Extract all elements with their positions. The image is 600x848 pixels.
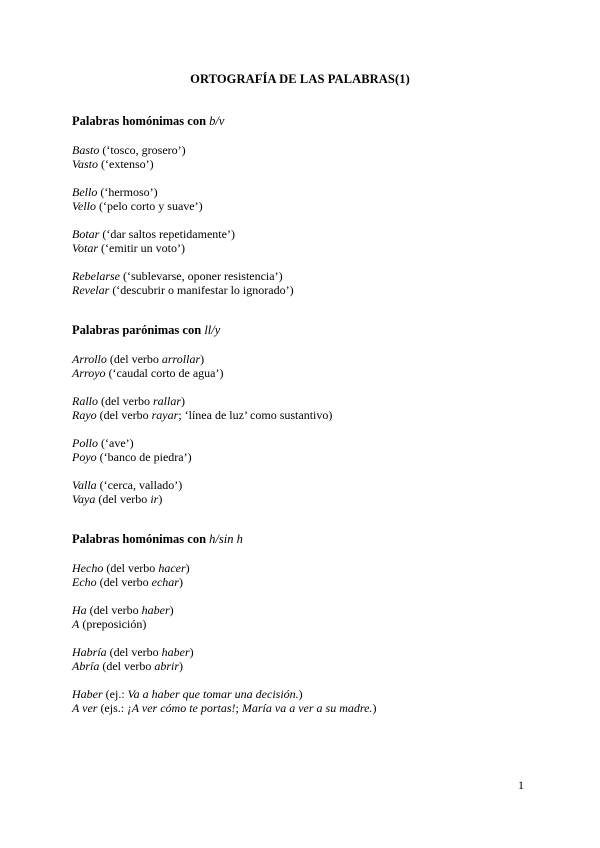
word-pair (72, 478, 542, 506)
word-pair (72, 269, 542, 297)
word-pair (72, 227, 542, 255)
section-spacer (72, 506, 542, 532)
entry-example: haber (141, 603, 170, 617)
entry-definition: ) (298, 687, 303, 701)
entry-definition: (‘ave’) (98, 436, 134, 450)
section-heading (72, 323, 542, 338)
entry-word: Vaya (72, 492, 96, 506)
word-entry (72, 561, 542, 575)
group-spacer (72, 422, 542, 436)
entry-example: ir (150, 492, 159, 506)
word-entry (72, 617, 542, 631)
entry-word: Rayo (72, 408, 97, 422)
section-heading (72, 532, 542, 547)
entry-example: haber (161, 645, 190, 659)
entry-example: María va a ver a su madre. (241, 701, 373, 715)
entry-definition: (‘banco de piedra’) (96, 450, 192, 464)
section-spacer (72, 297, 542, 323)
entry-definition: (‘cerca, vallado’) (96, 478, 183, 492)
word-pair (72, 185, 542, 213)
word-pair (72, 645, 542, 673)
section-heading-letters: h/sin h (209, 532, 243, 546)
entry-word: Haber (72, 687, 103, 701)
section-heading-letters: b/v (209, 114, 225, 128)
word-entry (72, 687, 542, 701)
entry-definition: (preposición) (79, 617, 147, 631)
word-entry (72, 143, 542, 157)
document-body (72, 114, 542, 715)
entry-definition: ) (158, 492, 163, 506)
section-heading-text: Palabras homónimas con (72, 114, 210, 128)
word-entry (72, 645, 542, 659)
section-heading-text: Palabras homónimas con (72, 532, 210, 546)
entry-word: Vello (72, 199, 96, 213)
word-entry (72, 199, 542, 213)
word-pair (72, 561, 542, 589)
entry-definition: ) (169, 603, 174, 617)
word-entry (72, 450, 542, 464)
entry-word: Basto (72, 143, 100, 157)
entry-word: Echo (72, 575, 97, 589)
entry-word: Vasto (72, 157, 99, 171)
entry-definition: (‘descubrir o manifestar lo ignorado’) (109, 283, 294, 297)
section-heading-text: Palabras parónimas con (72, 323, 205, 337)
word-pair (72, 436, 542, 464)
word-entry (72, 227, 542, 241)
word-entry (72, 394, 542, 408)
entry-word: Bello (72, 185, 98, 199)
entry-example: arrollar (161, 352, 201, 366)
entry-definition: (del verbo (95, 492, 151, 506)
entry-example: hacer (158, 561, 186, 575)
word-entry (72, 408, 542, 422)
entry-word: Hecho (72, 561, 104, 575)
word-pair (72, 352, 542, 380)
entry-definition: ) (189, 645, 194, 659)
heading-spacer (72, 129, 542, 143)
page-title: ORTOGRAFÍA DE LAS PALABRAS(1) (190, 72, 410, 86)
word-entry (72, 575, 542, 589)
word-entry (72, 659, 542, 673)
group-spacer (72, 380, 542, 394)
page-number: 1 (518, 778, 524, 792)
entry-word: Rallo (72, 394, 98, 408)
group-spacer (72, 631, 542, 645)
word-pair (72, 143, 542, 171)
section-heading-letters: ll/y (204, 323, 221, 337)
entry-word: Ha (72, 603, 87, 617)
entry-definition: (‘dar saltos repetidamente’) (99, 227, 235, 241)
entry-example: ¡A ver cómo te portas! (127, 701, 236, 715)
entry-definition: (del verbo (96, 575, 152, 589)
group-spacer (72, 213, 542, 227)
group-spacer (72, 673, 542, 687)
entry-word: Botar (72, 227, 100, 241)
entry-definition: (del verbo (103, 561, 159, 575)
word-entry (72, 269, 542, 283)
entry-definition: ) (179, 659, 184, 673)
entry-definition: (del verbo (86, 603, 142, 617)
heading-spacer (72, 547, 542, 561)
entry-word: Pollo (72, 436, 98, 450)
entry-word: Arrollo (72, 352, 107, 366)
entry-example: Va a haber que tomar una decisión. (127, 687, 299, 701)
entry-word: Rebelarse (72, 269, 120, 283)
group-spacer (72, 255, 542, 269)
group-spacer (72, 171, 542, 185)
entry-definition: ) (200, 352, 205, 366)
word-pair (72, 603, 542, 631)
entry-example: echar (151, 575, 179, 589)
entry-word: Habría (72, 645, 107, 659)
word-entry (72, 283, 542, 297)
entry-definition: ) (178, 575, 183, 589)
entry-definition: (del verbo (106, 352, 162, 366)
entry-definition: ) (372, 701, 377, 715)
entry-definition: ) (181, 394, 185, 408)
word-entry (72, 241, 542, 255)
entry-example: abrir (154, 659, 180, 673)
entry-definition: (‘sublevarse, oponer resistencia’) (119, 269, 283, 283)
entry-word: Valla (72, 478, 97, 492)
word-entry (72, 701, 542, 715)
word-entry (72, 185, 542, 199)
entry-definition: (del verbo (98, 394, 153, 408)
heading-spacer (72, 338, 542, 352)
entry-definition: (ej.: (102, 687, 128, 701)
group-spacer (72, 589, 542, 603)
entry-word: A ver (72, 701, 98, 715)
entry-word: Votar (72, 241, 99, 255)
word-pair (72, 394, 542, 422)
entry-definition: (‘caudal corto de agua’) (105, 366, 224, 380)
word-entry (72, 436, 542, 450)
entry-word: Poyo (72, 450, 97, 464)
entry-definition: (‘pelo corto y suave’) (96, 199, 203, 213)
word-entry (72, 478, 542, 492)
entry-definition: ; ‘línea de luz’ como sustantivo) (178, 408, 333, 422)
word-entry (72, 352, 542, 366)
entry-definition: (del verbo (106, 645, 162, 659)
entry-example: rayar (151, 408, 179, 422)
word-entry (72, 492, 542, 506)
entry-word: Arroyo (72, 366, 106, 380)
group-spacer (72, 464, 542, 478)
entry-definition: (del verbo (99, 659, 155, 673)
word-entry (72, 603, 542, 617)
word-pair (72, 687, 542, 715)
entry-definition: (‘extenso’) (98, 157, 154, 171)
entry-definition: (del verbo (96, 408, 152, 422)
entry-definition: ) (185, 561, 190, 575)
entry-definition: ; (235, 701, 242, 715)
entry-word: Revelar (72, 283, 110, 297)
entry-example: rallar (152, 394, 181, 408)
section-heading (72, 114, 542, 129)
entry-definition: (‘emitir un voto’) (98, 241, 185, 255)
entry-word: Abría (72, 659, 100, 673)
entry-definition: (‘hermoso’) (97, 185, 158, 199)
entry-definition: (ejs.: (97, 701, 128, 715)
entry-definition: (‘tosco, grosero’) (99, 143, 186, 157)
word-entry (72, 157, 542, 171)
word-entry (72, 366, 542, 380)
entry-word: A (72, 617, 80, 631)
